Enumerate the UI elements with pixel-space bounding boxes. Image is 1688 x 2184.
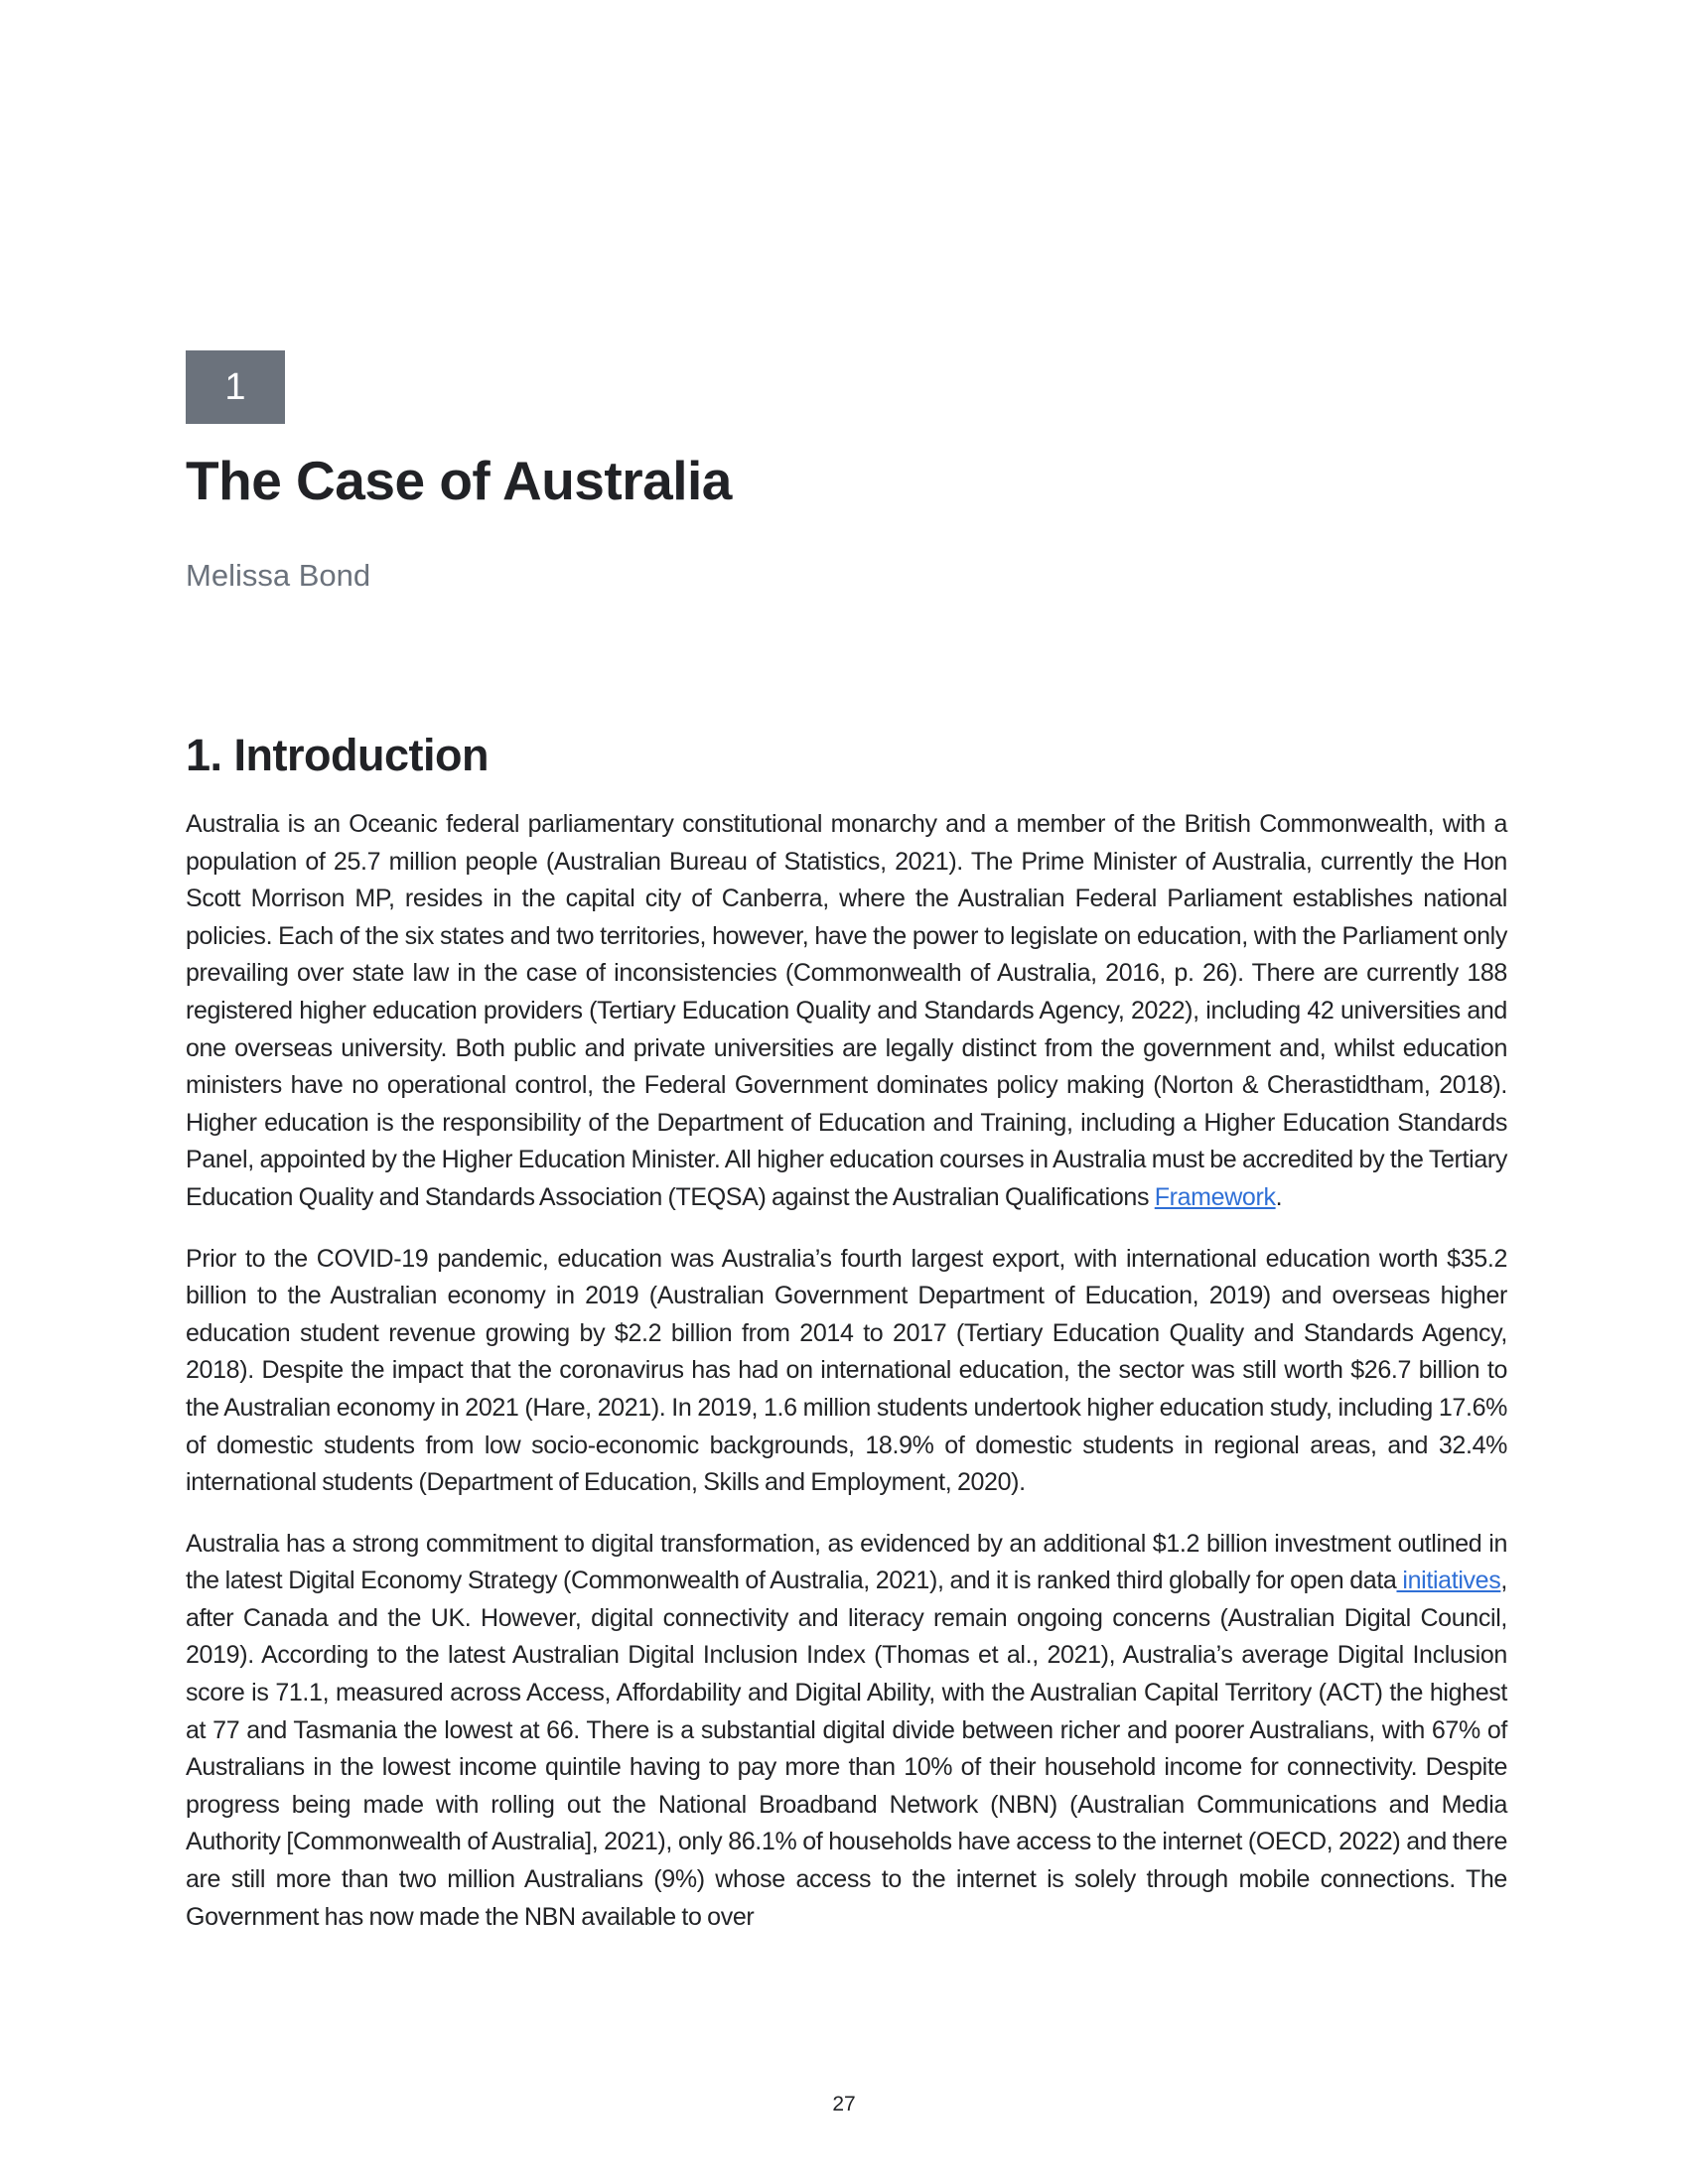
- author-name: Melissa Bond: [186, 558, 371, 593]
- paragraph-3-text-start: Australia has a strong commitment to digital transformation, as evidenced by an additional $1.2 billion investment outlined in the latest Digital Economy Strategy (Commonwealth of Australia, 2021), and it is ranked third globally for open data: [186, 1529, 1507, 1595]
- initiatives-link[interactable]: initiatives: [1396, 1567, 1501, 1595]
- paragraph-1-text: Australia is an Oceanic federal parliamentary constitutional monarchy and a member of the British Commonwealth, with a population of 25.7 million people (Australian Bureau of Statistics, 2021). The Prime Minister of Australia, currently the Hon Scott Morrison MP, resides in the capital city of Canberra, where the Australian Federal Parliament establishes national policies. Each of the six states and two territories, however, have the power to legislate on education, with the Parliament only prevailing over state law in the case of inconsistencies (Commonwealth of Australia, 2016, p. 26). There are currently 188 registered higher education providers (Tertiary Education Quality and Standards Agency, 2022), including 42 universities and one overseas university. Both public and private universities are legally distinct from the government and, whilst education ministers have no operational control, the Federal Government dominates policy making (Norton & Cherastidtham, 2018). Higher education is the responsibility of the Department of Education and Training, including a Higher Education Standards Panel, appointed by the Higher Education Minister. All higher education courses in Australia must be accredited by the Tertiary Education Quality and Standards Association (TEQSA) against the Australian Qualifications: [186, 810, 1507, 1211]
- chapter-number: 1: [224, 366, 246, 408]
- paragraph-3: [186, 1526, 1507, 1937]
- paragraph-3-text-end: , after Canada and the UK. However, digital connectivity and literacy remain ongoing concerns (Australian Digital Council, 2019). According to the latest Australian Digital Inclusion Index (Thomas et al., 2021), Australia’s average Digital Inclusion score is 71.1, measured across Access, Affordability and Digital Ability, with the Australian Capital Territory (ACT) the highest at 77 and Tasmania the lowest at 66. There is a substantial digital divide between richer and poorer Australians, with 67% of Australians in the lowest income quintile having to pay more than 10% of their household income for connectivity. Despite progress being made with rolling out the National Broadband Network (NBN) (Australian Communications and Media Authority [Commonwealth of Australia], 2021), only 86.1% of households have access to the internet (OECD, 2022) and there are still more than two million Australians (9%) whose access to the internet is solely through mobile connections. The Government has now made the NBN available to over: [186, 1567, 1507, 1931]
- framework-link[interactable]: Framework: [1154, 1182, 1276, 1211]
- paragraph-1: [186, 806, 1507, 1217]
- section-heading: 1. Introduction: [186, 730, 489, 780]
- chapter-number-badge: [186, 350, 285, 424]
- paragraph-2: Prior to the COVID-19 pandemic, education was Australia’s fourth largest export, with international education worth $35.2 billion to the Australian economy in 2019 (Australian Government Department of Education, 2019) and overseas higher education student revenue growing by $2.2 billion from 2014 to 2017 (Tertiary Education Quality and Standards Agency, 2018). Despite the impact that the coronavirus has had on international education, the sector was still worth $26.7 billion to the Australian economy in 2021 (Hare, 2021). In 2019, 1.6 million students undertook higher education study, including 17.6% of domestic students from low socio-economic backgrounds, 18.9% of domestic students in regional areas, and 32.4% international students (Department of Education, Skills and Employment, 2020).: [186, 1244, 1507, 1497]
- page-number: 27: [832, 2093, 856, 2116]
- paragraph-1-end: .: [1275, 1182, 1283, 1211]
- chapter-title: The Case of Australia: [186, 450, 732, 511]
- body-text: [186, 806, 1507, 1960]
